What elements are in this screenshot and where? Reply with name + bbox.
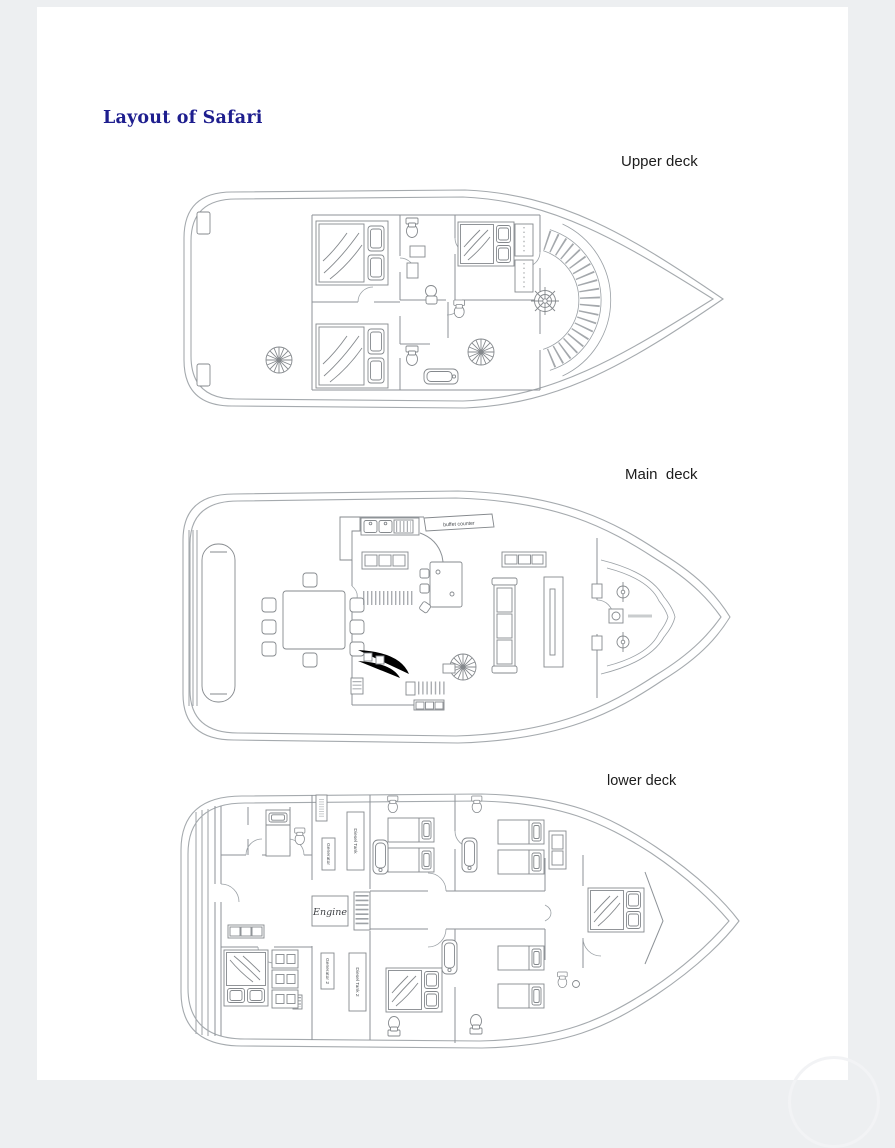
single-bed-icon — [498, 850, 544, 874]
toilet-icon — [406, 218, 418, 238]
lower-deck-label: lower deck — [607, 773, 677, 789]
tv-cabinet — [544, 577, 563, 667]
toilet-icon — [558, 972, 568, 988]
stern-platform — [202, 544, 235, 702]
owner-cabin-aft — [224, 925, 298, 1008]
buffet-counter-label: buffet counter — [442, 520, 475, 529]
single-bed-icon — [266, 810, 290, 856]
spiral-staircase-icon — [266, 347, 292, 373]
engine-label: Engine — [313, 907, 347, 918]
double-bed-icon — [458, 222, 514, 266]
faint-circle-artifact — [788, 1056, 880, 1148]
single-bed-icon — [498, 820, 544, 844]
generator-2-label: Generator 2 — [324, 957, 330, 985]
diesel-tank-2-label: Diesel Tank 2 — [354, 967, 360, 997]
dining-area — [262, 573, 364, 667]
bathtub-icon — [424, 369, 458, 384]
single-bed-icon — [498, 946, 544, 970]
guest-cabin-aft-stbd-1 — [386, 940, 457, 1036]
buffet-counter — [424, 514, 494, 531]
kitchen-island — [419, 562, 462, 614]
guest-cabin-fwd-port-2 — [462, 796, 566, 874]
generator-label: Generator — [325, 842, 331, 866]
wardrobe-icon — [272, 990, 298, 1008]
upper-deck-plan — [175, 178, 745, 430]
double-bed-icon — [588, 888, 644, 932]
wardrobe-icon — [272, 950, 298, 968]
toilet-icon — [295, 828, 305, 845]
shelf-rack-icon — [515, 224, 533, 256]
aft-dinette — [406, 664, 455, 710]
single-bed-icon — [388, 848, 434, 872]
companionway-stairs — [354, 892, 370, 930]
guest-cabin-aft-stbd-2 — [470, 946, 544, 1034]
bow-cabin — [558, 888, 644, 988]
bathroom-cabinets — [407, 246, 437, 304]
bathtub-icon — [373, 840, 388, 874]
anchor-winch-icon — [609, 609, 623, 623]
shelf-rack-icon — [515, 260, 533, 292]
single-bed-icon — [388, 818, 434, 842]
aft-bar — [351, 650, 409, 694]
wardrobe-icon — [272, 970, 298, 988]
double-bed-icon — [316, 221, 388, 285]
hull-outline — [181, 794, 739, 1048]
bow-deck — [592, 560, 675, 674]
main-deck-plan — [170, 484, 745, 756]
toilet-icon — [470, 1015, 482, 1035]
bathtub-icon — [462, 838, 477, 872]
locker-cabinet — [316, 795, 327, 821]
single-bed-icon — [498, 984, 544, 1008]
sink-icon — [573, 981, 580, 988]
salon-seating — [492, 552, 546, 673]
spiral-staircase-icon — [468, 339, 494, 365]
double-bed-icon — [316, 324, 388, 388]
toilet-icon — [406, 346, 418, 366]
main-deck-label: Main deck — [625, 466, 698, 483]
toilet-icon — [454, 300, 465, 318]
mooring-cleat-icon — [617, 582, 629, 602]
bathtub-icon — [442, 940, 457, 974]
double-bed-icon — [224, 950, 268, 1006]
toilet-icon — [388, 1017, 400, 1037]
toilet-icon — [472, 796, 482, 813]
ship-wheel-icon — [531, 287, 559, 315]
lower-deck-plan — [170, 786, 760, 1070]
page-title: Layout of Safari — [103, 108, 263, 128]
double-bed-icon — [386, 968, 442, 1012]
upper-deck-label: Upper deck — [621, 153, 698, 170]
guest-cabin-fwd-port-1 — [373, 796, 434, 874]
diesel-tank-label: Diesel Tank — [352, 828, 358, 854]
wardrobe-icon — [549, 831, 566, 869]
toilet-icon — [388, 796, 398, 813]
mooring-cleat-icon — [617, 632, 629, 652]
